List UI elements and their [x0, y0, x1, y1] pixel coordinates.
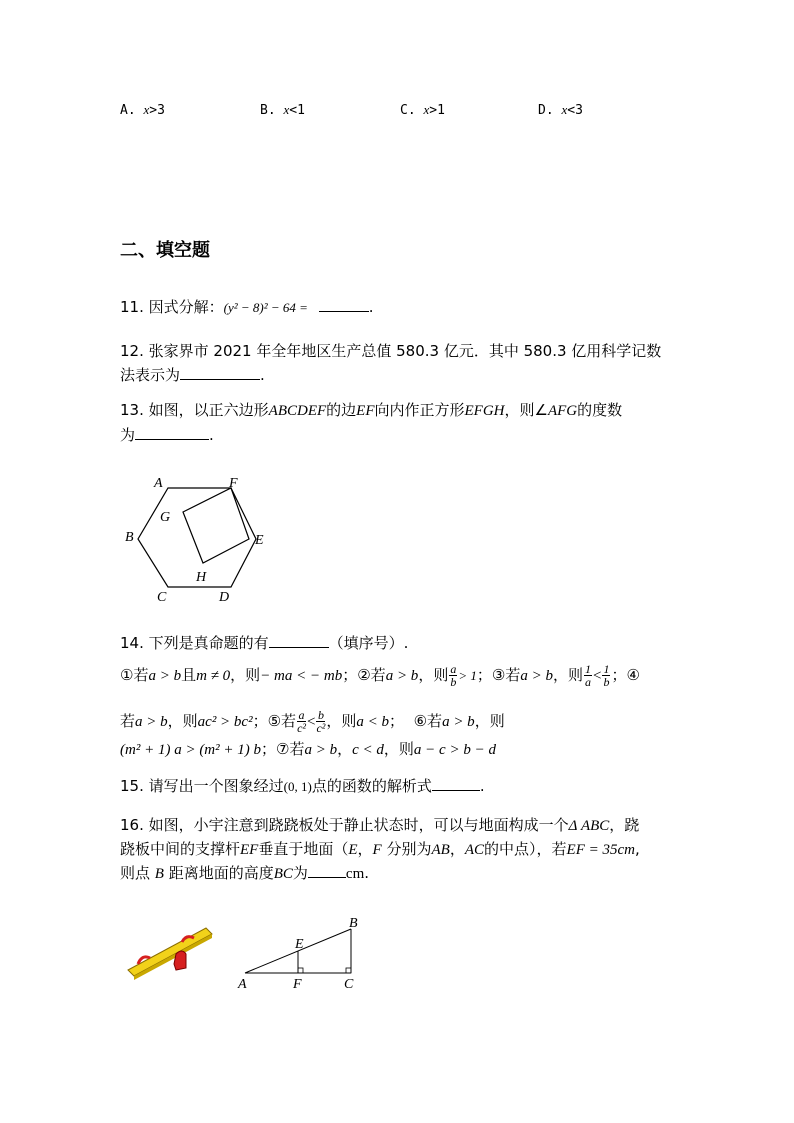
tri-label-c: C	[344, 977, 354, 992]
question-13-line2: 为 .	[120, 426, 214, 444]
label-h: H	[196, 570, 207, 585]
label-g: G	[160, 510, 171, 525]
question-15: 15. 请写出一个图象经过(0, 1)点的函数的解析式 .	[120, 777, 485, 795]
question-13-line1: 13. 如图，以正六边形ABCDEF的边EF向内作正方形EFGH，则∠AFG的度数	[120, 401, 623, 419]
square-efgh	[183, 488, 249, 563]
tri-label-b: B	[349, 916, 358, 931]
label-f: F	[229, 476, 238, 491]
section-title: 二、填空题	[120, 240, 210, 261]
label-c: C	[157, 590, 167, 605]
question-12-line1: 12. 张家界市 2021 年全年地区生产总值 580.3 亿元．其中 580.3 亿用科学记数	[120, 342, 662, 360]
option-a: A. x>3	[120, 102, 165, 118]
tri-label-a: A	[238, 977, 247, 992]
question-11: 11. 因式分解：(y² − 8)² − 64 = .	[120, 298, 374, 316]
question-16-line1: 16. 如图，小宇注意到跷跷板处于静止状态时，可以与地面构成一个Δ ABC，跷	[120, 816, 640, 834]
question-14: 14. 下列是真命题的有 （填序号）.	[120, 634, 409, 652]
question-16-line2: 跷板中间的支撑杆EF垂直于地面（E，F 分别为AB，AC的中点），若EF = 35cm,	[120, 840, 640, 858]
question-16-line3: 则点 B 距离地面的高度BC为 cm.	[120, 864, 370, 882]
option-b: B. x<1	[260, 102, 305, 118]
question-14-line3: (m² + 1) a > (m² + 1) b；⑦若a > b，c < d，则a − c > b − d	[120, 740, 496, 758]
label-b: B	[125, 530, 134, 545]
triangle-figure	[234, 912, 364, 994]
hexagon-figure	[120, 470, 280, 610]
label-d: D	[219, 590, 230, 605]
label-a: A	[154, 476, 163, 491]
question-14-line2: 若a > b，则ac² > bc²；⑤若 $\frac{a}{\text{c²}}$ < $\frac{b}{\text{c²}}$ ，则a < b； ⑥若a > b，则	[120, 708, 505, 735]
question-12-line2: 法表示为 .	[120, 366, 265, 384]
option-d: D. x<3	[538, 102, 583, 118]
tri-label-f: F	[293, 977, 302, 992]
option-c: C. x>1	[400, 102, 445, 118]
label-e: E	[255, 533, 264, 548]
seesaw-illustration	[124, 920, 216, 982]
tri-label-e: E	[295, 937, 304, 952]
question-14-line1: ①若a > b且m ≠ 0，则− ma < − mb；②若a > b，则 $\frac{a}{b}$ > 1；③若a > b，则 $\frac{1}{a}$ < $\frac{1}{b}$ ；④	[120, 662, 640, 689]
